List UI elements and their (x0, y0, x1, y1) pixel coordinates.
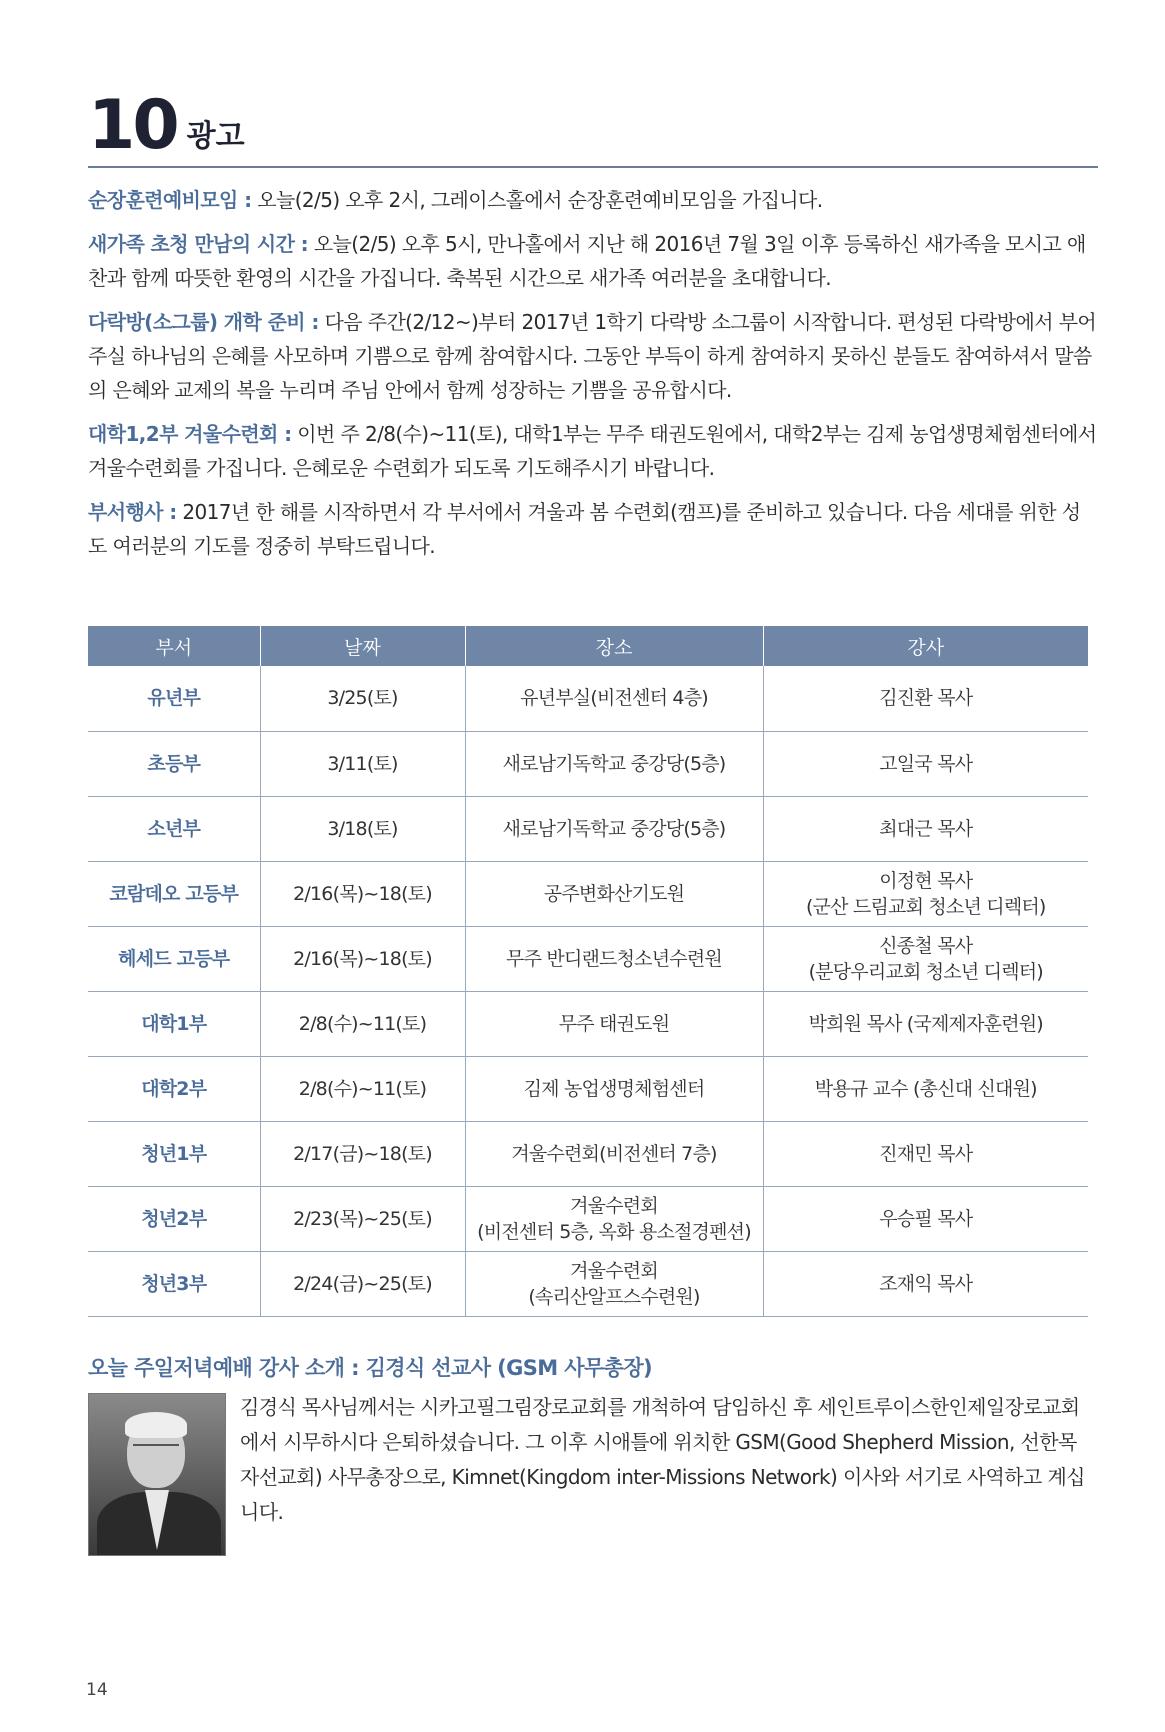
cell-place (465, 861, 763, 926)
cell-dept-text: 소년부 (147, 817, 201, 840)
cell-place-text: 겨울수련회 (570, 1194, 658, 1217)
cell-speaker (763, 666, 1088, 731)
cell-place-text: 무주 태권도원 (558, 1012, 670, 1035)
cell-speaker (763, 991, 1088, 1056)
table-row (88, 991, 1088, 1056)
cell-place-text: (속리산알프스수련원) (528, 1285, 700, 1308)
cell-speaker (763, 796, 1088, 861)
cell-speaker (763, 1186, 1088, 1251)
table-row (88, 731, 1088, 796)
notice-label: 순장훈련예비모임 : (88, 188, 252, 212)
cell-date-text: 2/16(목)~18(토) (293, 882, 432, 905)
cell-place-text: 새로남기독학교 중강당(5층) (502, 752, 726, 775)
cell-dept (88, 796, 260, 861)
speaker-intro-text: 김경식 목사님께서는 시카고필그림장로교회를 개척하여 담임하신 후 세인트루이스한인제일장로교회에서 시무하시다 은퇴하셨습니다. 그 이후 시애틀에 위치한 GSM(Good Shepherd Mission, 선한목자선교회) 사무총장으로, Kimnet(Kingdom inter-Missions Network) 이사와 서기로 사역하고 계십니다. (240, 1395, 1085, 1524)
cell-place (465, 796, 763, 861)
cell-place (465, 666, 763, 731)
cell-date-text: 2/17(금)~18(토) (293, 1142, 432, 1165)
section-header (88, 86, 245, 165)
notice-item (88, 305, 1098, 407)
cell-dept (88, 926, 260, 991)
notice-text: 2017년 한 해를 시작하면서 각 부서에서 겨울과 봄 수련회(캠프)를 준비하고 있습니다. 다음 세대를 위한 성도 여러분의 기도를 정중히 부탁드립니다. (88, 500, 1081, 558)
cell-date (260, 1251, 465, 1316)
cell-speaker-text: 우승필 목사 (879, 1207, 973, 1230)
cell-speaker-text: 김진환 목사 (879, 687, 973, 710)
cell-date (260, 666, 465, 731)
notice-text: 이번 주 2/8(수)~11(토), 대학1부는 무주 태권도원에서, 대학2부는 김제 농업생명체험센터에서 겨울수련회를 가집니다. 은혜로운 수련회가 되도록 기도해주시기 바랍니다. (88, 422, 1097, 480)
table-row (88, 796, 1088, 861)
retreat-schedule-table (88, 626, 1088, 1317)
table-row (88, 1121, 1088, 1186)
cell-place-text: 공주변화산기도원 (543, 882, 685, 905)
column-header-place: 장소 (465, 626, 763, 666)
notice-item (88, 495, 1098, 563)
cell-date-text: 3/18(토) (327, 817, 398, 840)
cell-speaker-text: 이정현 목사 (879, 869, 973, 892)
cell-speaker (763, 1121, 1088, 1186)
table-row (88, 1251, 1088, 1316)
notice-label: 대학1,2부 겨울수련회 : (88, 422, 292, 446)
cell-dept (88, 1056, 260, 1121)
cell-place (465, 1251, 763, 1316)
cell-dept-text: 유년부 (147, 687, 201, 710)
cell-place-text: 무주 반디랜드청소년수련원 (506, 947, 722, 970)
notice-text: 오늘(2/5) 오후 2시, 그레이스홀에서 순장훈련예비모임을 가집니다. (251, 188, 823, 212)
cell-date (260, 796, 465, 861)
section-number: 10 (88, 86, 177, 165)
cell-speaker (763, 1251, 1088, 1316)
cell-dept (88, 666, 260, 731)
cell-speaker-text: 최대근 목사 (879, 817, 973, 840)
cell-dept (88, 1251, 260, 1316)
cell-dept-text: 청년3부 (141, 1272, 207, 1295)
header-divider (88, 166, 1098, 168)
cell-place-text: 겨울수련회 (570, 1259, 658, 1282)
cell-dept-text: 코람데오 고등부 (109, 882, 239, 905)
column-header-date: 날짜 (260, 626, 465, 666)
table-header-row (88, 626, 1088, 666)
table-row (88, 861, 1088, 926)
cell-dept (88, 731, 260, 796)
notice-label: 다락방(소그룹) 개학 준비 : (88, 310, 319, 334)
cell-dept (88, 1186, 260, 1251)
cell-place (465, 1186, 763, 1251)
cell-dept-text: 청년1부 (141, 1142, 207, 1165)
section-title: 광고 (186, 119, 245, 154)
cell-speaker-text: (군산 드림교회 청소년 디렉터) (805, 895, 1046, 918)
cell-place (465, 926, 763, 991)
cell-place (465, 1056, 763, 1121)
cell-speaker (763, 731, 1088, 796)
cell-place (465, 1121, 763, 1186)
cell-date (260, 1186, 465, 1251)
notice-label: 부서행사 : (88, 500, 177, 524)
cell-speaker (763, 861, 1088, 926)
cell-place-text: 새로남기독학교 중강당(5층) (502, 817, 726, 840)
cell-date (260, 1121, 465, 1186)
table-row (88, 666, 1088, 731)
cell-date (260, 991, 465, 1056)
cell-place (465, 991, 763, 1056)
table-row (88, 1056, 1088, 1121)
notice-item (88, 227, 1098, 295)
cell-dept (88, 991, 260, 1056)
table-row (88, 1186, 1088, 1251)
cell-speaker-text: 진재민 목사 (879, 1142, 973, 1165)
cell-speaker-text: (분당우리교회 청소년 디렉터) (808, 960, 1043, 983)
cell-speaker-text: 조재익 목사 (879, 1272, 973, 1295)
cell-dept-text: 대학2부 (141, 1077, 207, 1100)
page-number: 14 (86, 1680, 108, 1700)
cell-speaker-text: 박용규 교수 (총신대 신대원) (814, 1077, 1037, 1100)
cell-date (260, 926, 465, 991)
cell-date (260, 861, 465, 926)
speaker-intro-title: 오늘 주일저녁예배 강사 소개 : 김경식 선교사 (GSM 사무총장) (88, 1356, 653, 1380)
cell-dept-text: 초등부 (147, 752, 201, 775)
cell-speaker (763, 1056, 1088, 1121)
cell-place-text: 유년부실(비전센터 4층) (520, 687, 708, 710)
cell-dept-text: 청년2부 (141, 1207, 207, 1230)
cell-dept-text: 대학1부 (141, 1012, 207, 1035)
cell-place (465, 731, 763, 796)
cell-place-text: 겨울수련회(비전센터 7층) (511, 1142, 717, 1165)
cell-speaker-text: 고일국 목사 (879, 752, 973, 775)
cell-speaker-text: 박희원 목사 (국제제자훈련원) (808, 1012, 1043, 1035)
cell-speaker-text: 신종철 목사 (879, 934, 973, 957)
notice-text: 다음 주간(2/12~)부터 2017년 1학기 다락방 소그룹이 시작합니다. 편성된 다락방에서 부어주실 하나님의 은혜를 사모하며 기쁨으로 함께 참여합시다. 그동안 부득이 하게 참여하지 못하신 분들도 참여하셔서 말씀의 은혜와 교제의 복을 누리며 주님 안에서 함께 성장하는 기쁨을 공유합시다. (88, 310, 1097, 402)
cell-place-text: (비전센터 5층, 옥화 용소절경펜션) (477, 1220, 751, 1243)
cell-dept (88, 861, 260, 926)
column-header-speaker: 강사 (763, 626, 1088, 666)
cell-date-text: 2/8(수)~11(토) (298, 1012, 427, 1035)
cell-date-text: 3/25(토) (327, 687, 398, 710)
notice-item (88, 183, 1098, 217)
cell-date (260, 1056, 465, 1121)
table-row (88, 926, 1088, 991)
cell-dept-text: 헤세드 고등부 (118, 947, 230, 970)
notice-item (88, 417, 1098, 485)
cell-place-text: 김제 농업생명체험센터 (523, 1077, 705, 1100)
cell-speaker (763, 926, 1088, 991)
cell-date-text: 2/23(목)~25(토) (293, 1207, 432, 1230)
notice-text: 오늘(2/5) 오후 5시, 만나홀에서 지난 해 2016년 7월 3일 이후 등록하신 새가족을 모시고 애찬과 함께 따뜻한 환영의 시간을 가집니다. 축복된 시간으로 새가족 여러분을 초대합니다. (88, 232, 1086, 290)
cell-date-text: 2/16(목)~18(토) (293, 947, 432, 970)
cell-date-text: 2/8(수)~11(토) (298, 1077, 427, 1100)
cell-date (260, 731, 465, 796)
speaker-photo (88, 1393, 226, 1556)
cell-date-text: 2/24(금)~25(토) (293, 1272, 432, 1295)
notice-list (88, 183, 1098, 573)
cell-dept (88, 1121, 260, 1186)
column-header-dept: 부서 (88, 626, 260, 666)
notice-label: 새가족 초청 만남의 시간 : (88, 232, 309, 256)
cell-date-text: 3/11(토) (327, 752, 398, 775)
table-body (88, 666, 1088, 1316)
